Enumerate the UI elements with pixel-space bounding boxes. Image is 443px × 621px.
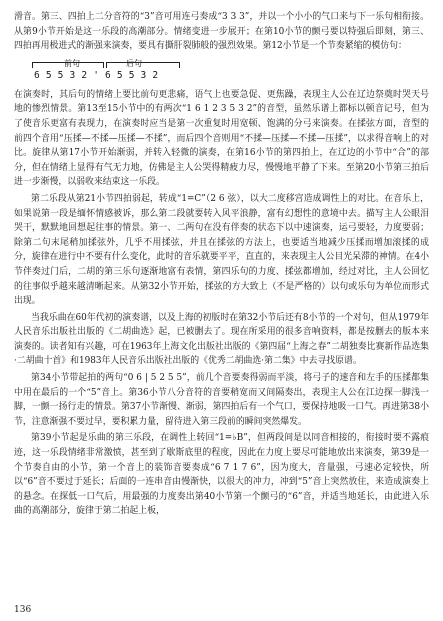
paragraph-1: 滑音。第三、四拍上二分音符的“3”音可用连弓奏成“3 3 3”，并以一个小小的气口来与下一乐句相衔接。从第9小节开始是这一乐段的高潮部分。情绪变进一步展开；在第10小节的颤弓要以特强后即刻，第三、四拍再用极进式的渐强来演奏，要具有撕肝裂肺般的强烈效果。第12小节是一个节奏紧缩的模仿句：	[14, 12, 429, 52]
paragraph-3: 第二乐段从第21小节四拍弱起，转成“1=C”（2 6 弦），以大二度移宫造成调性上的对比。在音乐上，如果说第一段是缅怀情感被诉，那么第二段就要转入风平浪静，富有幻想性的意境中去。描写主人公眼泪哭干，默默地回想起往事的情景。第一、二两句在没有伴奏的状态下以中速演奏，运弓要轻，力度要弱；除第二句末尾稍加揉弦外，几乎不用揉弦，并且在揉弦的方法上，也要适当地减少压揉而增加滚揉的成分，旋律在进行中不要有什么变化，此时的音乐就要平平，直直的，来表现主人公目光呆滞的神情。在4小节伴奏过门后，二胡的第三乐句逐渐地富有表情，第四乐句的力度、揉弦都增加，经过对比，主人公回忆的往事似乎越来越清晰起来。从第32小节开始，揉弦的方大致上（不是严格的）以句或乐句为单位而形式出现。	[14, 193, 429, 307]
paragraph-6: 第39小节起是乐曲的第三乐段，在调性上转回“1=♭B”，但两段间是以同音相接的，衔接时要不露痕迹，这一乐段情绪非常激愤，甚至到了歇斯底里的程度，因此在力度上要尽可能地放出来演奏，第39是一个节奏自由的小节，第一个音上的装饰音要奏成“6 7 1 7 6”，因为度大，音量强，弓速必定较快，所以“6”音不要过于延长；后面的一连串音由慢渐快，以很大的冲力，冲到“5”音上突然放住，来造成演奏上的悬念。在探低一口气后，用最强的力度奏出第40小节第一个颤弓的“6”音，并适当地延长，由此进入乐曲的高潮部分，旋律于第二拍起上板，	[14, 433, 429, 517]
music-notation-figure	[14, 56, 429, 86]
paragraph-4: 当我乐曲在60年代初的演奏谱，以及上海的初版时在第32小节后还有8小节的一个对句，但从1979年人民音乐出版社出版的《二胡曲选》起，已被删去了。现在所采用的很多音响资料，都是按删去的版本来演奏的。读者知有兴趣，可在1963年上海文化出版社出版的《第四届“上海之春”二胡独奏比赛新作品选集·二胡曲十首》和1983年人民音乐出版社出版的《优秀二胡曲选·第二集》中去寻找原谱。	[14, 312, 429, 367]
jianpu-notation: 6 5 5 3 2 ' 6 5 5 3 2	[34, 69, 159, 81]
page-number: 136	[14, 605, 32, 615]
phrase-label-first: 前句	[64, 58, 80, 68]
phrase-label-second: 后句	[126, 58, 142, 68]
paragraph-5: 第34小节带起拍的两句“0 6 | 5 2 5 5”，前几个音要奏得弱而平淡，将弓子的速音和左手的压揉都集中用在最后的一个“5”音上。第36小节八分音符的音要稍宽而又间隔奏出，表现主人公在江边探一脚浅一脚，一颤一扬行走的情景。第37小节渐慢、渐弱，第四拍后有一个气口，要保持地吸一口气。再进第38小节，注意渐强不要过早，要积累力量，留待进入第三段前的瞬间突然爆发。	[14, 373, 429, 427]
phrase-bracket-second	[106, 62, 180, 68]
paragraph-2: 在演奏时，其后句的情绪上要比前句更悲痛，语气上也要急促、更焦躁，表现主人公在辽边祭奠时哭天号地的惨烈情景。第13至15小节中的有两次“1 6 1 2 3 5 3 2”的音型，虽然乐谱上都标以顿音记号，但为了使音乐更富有表现力，在演奏时应当是第一次重复时用宽顿、饱满的分弓来演奏。在揉弦方面，音型的前四个音用“压揉—不揉—压揉—不揉”，而后四个音则用“不揉—压揉—不揉—压揉”，以求得音响上的对比。旋律从第17小节开始渐弱，并转入轻微的演奏，在第16小节的第四拍上，在辽边的小节中“合”的部分，但在情绪上显得有气无力地，仿佛是主人公哭得精疲力尽，慢慢地平静了下来。至第20小节第三拍后进一步渐慢，以弱收来结束这一乐段。	[14, 89, 429, 188]
